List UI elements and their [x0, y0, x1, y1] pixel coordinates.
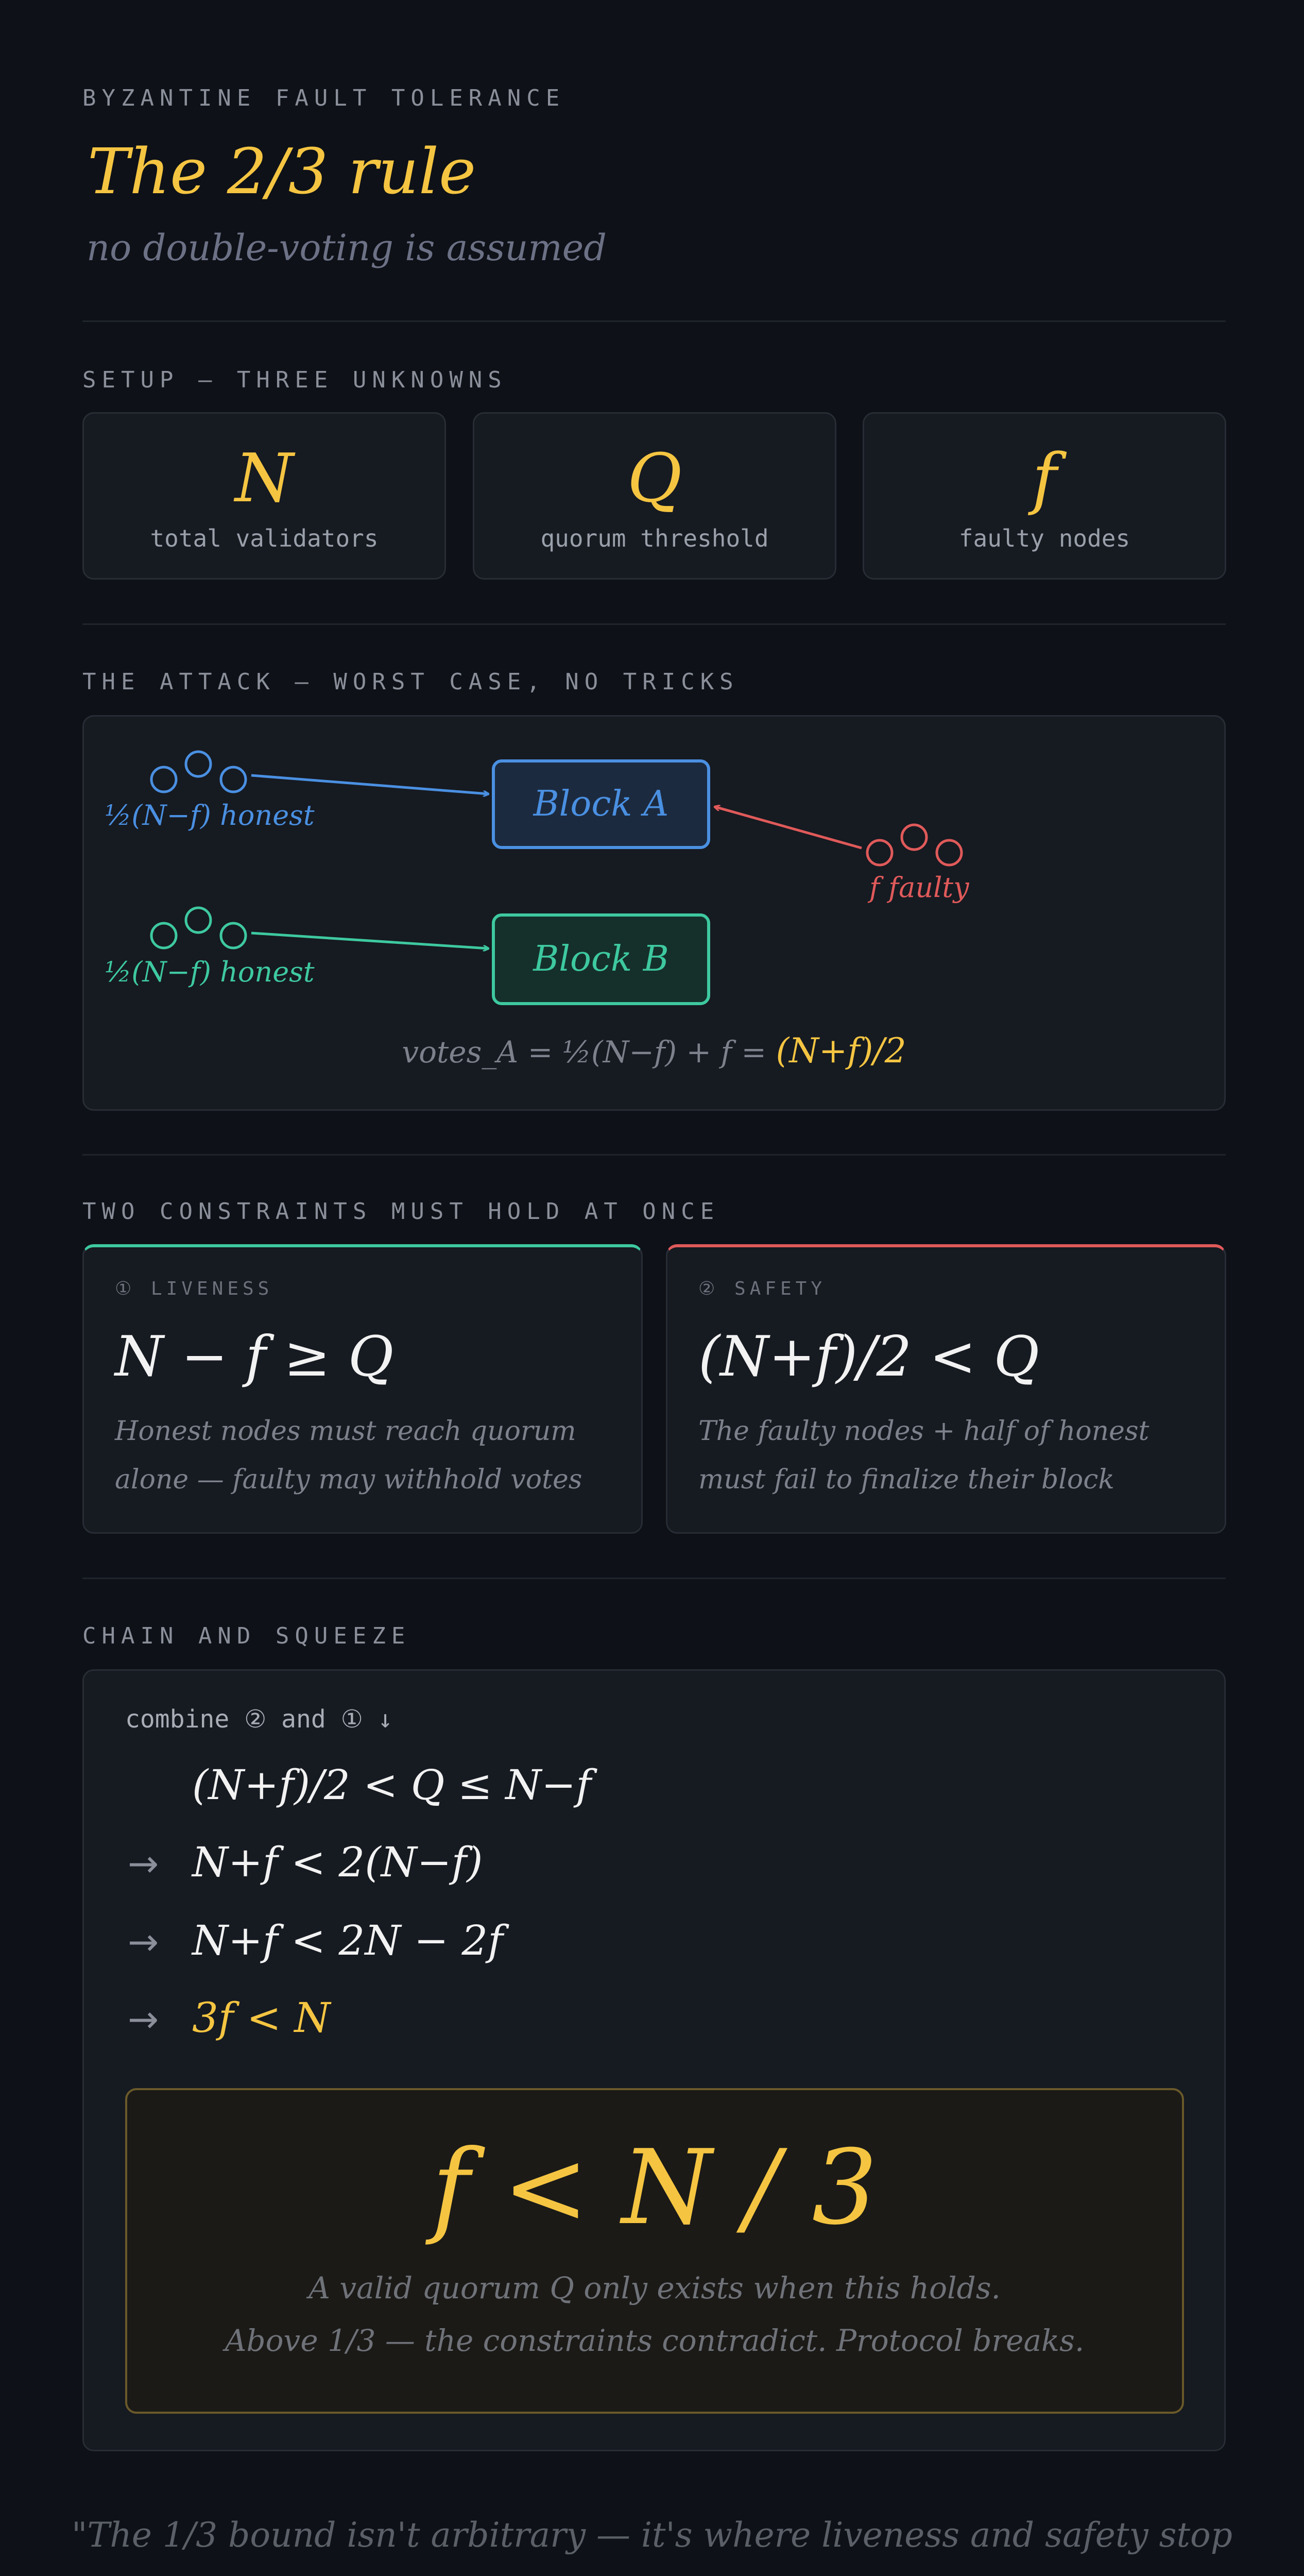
arrow-faulty-to-block-a — [715, 807, 862, 848]
chain-heading: CHAIN AND SQUEEZE — [82, 1623, 411, 1649]
variable-symbol: Q — [627, 439, 682, 517]
divider — [82, 320, 1226, 322]
divider — [82, 1578, 1226, 1579]
variable-card-q — [473, 412, 836, 580]
chain-step-3: N+f < 2N − 2f — [192, 1917, 503, 1964]
variable-card-n — [82, 412, 446, 580]
honest-node-b3 — [221, 923, 246, 948]
result-box — [125, 2088, 1184, 2414]
result-line-1: A valid quorum Q only exists when this holds. — [308, 2270, 1001, 2306]
votes-equation — [84, 1031, 1224, 1071]
chain-arrow-4: → — [128, 1997, 159, 2041]
page-title: The 2/3 rule — [88, 135, 476, 208]
chain-arrow-3: → — [128, 1920, 159, 1963]
divider — [82, 1154, 1226, 1156]
attack-heading: THE ATTACK — WORST CASE, NO TRICKS — [82, 669, 739, 695]
result-line-2: Above 1/3 — the constraints contradict. Protocol breaks. — [225, 2323, 1085, 2358]
chain-step-1: (N+f)/2 < Q ≤ N−f — [192, 1761, 591, 1809]
variable-symbol: N — [235, 439, 294, 517]
arrow-honest-a-to-block-a — [251, 775, 488, 794]
arrow-honest-b-to-block-b — [251, 933, 488, 948]
faulty-group — [867, 825, 962, 865]
attack-diagram-panel — [82, 715, 1226, 1111]
honest-group-a — [151, 752, 246, 792]
honest-group-b — [151, 908, 246, 948]
liveness-description: Honest nodes must reach quorum alone — faulty may withhold votes — [115, 1416, 582, 1495]
block-a-label: Block A — [533, 784, 669, 824]
chain-step-2: N+f < 2(N−f) — [192, 1838, 483, 1886]
liveness-kicker: ① LIVENESS — [115, 1278, 273, 1299]
variable-card-f — [863, 412, 1226, 580]
faulty-label: f faulty — [869, 871, 969, 904]
honest-group-a-label: ½(N−f) honest — [105, 799, 315, 832]
chain-intro: combine ② and ① ↓ — [125, 1705, 393, 1734]
divider — [82, 623, 1226, 625]
votes-result: (N+f)/2 — [776, 1031, 906, 1071]
result-formula: f < N / 3 — [432, 2128, 878, 2248]
honest-node-b1 — [151, 923, 176, 948]
quote-line-1: "The 1/3 bound isn't arbitrary — it's where liveness and safety stop — [71, 2515, 1233, 2555]
variable-label: faulty nodes — [958, 524, 1130, 552]
variable-label: total validators — [150, 524, 379, 552]
safety-card — [666, 1244, 1226, 1534]
variable-symbol: f — [1032, 439, 1057, 517]
safety-description: The faulty nodes + half of honest must fail to finalize their block — [698, 1416, 1149, 1495]
chain-step-4: 3f < N — [192, 1994, 331, 2042]
constraints-heading: TWO CONSTRAINTS MUST HOLD AT ONCE — [82, 1198, 720, 1225]
header-eyebrow: BYZANTINE FAULT TOLERANCE — [82, 85, 565, 111]
votes-expression: votes_A = ½(N−f) + f = — [402, 1035, 776, 1070]
setup-heading: SETUP — THREE UNKNOWNS — [82, 367, 507, 393]
page-subtitle: no double-voting is assumed — [87, 227, 607, 269]
variable-label: quorum threshold — [540, 524, 769, 552]
faulty-node-3 — [937, 840, 962, 865]
chain-panel — [82, 1669, 1226, 2451]
liveness-formula: N − f ≥ Q — [115, 1325, 394, 1389]
chain-arrow-2: → — [128, 1842, 159, 1885]
block-b-label: Block B — [533, 939, 669, 979]
honest-node-a3 — [221, 767, 246, 792]
honest-node-b2 — [186, 908, 211, 933]
faulty-node-2 — [902, 825, 926, 850]
honest-node-a1 — [151, 767, 176, 792]
liveness-card — [82, 1244, 643, 1534]
safety-kicker: ② SAFETY — [698, 1278, 826, 1299]
faulty-node-1 — [867, 840, 892, 865]
honest-node-a2 — [186, 752, 211, 776]
safety-formula: (N+f)/2 < Q — [698, 1325, 1040, 1389]
honest-group-b-label: ½(N−f) honest — [105, 956, 315, 988]
